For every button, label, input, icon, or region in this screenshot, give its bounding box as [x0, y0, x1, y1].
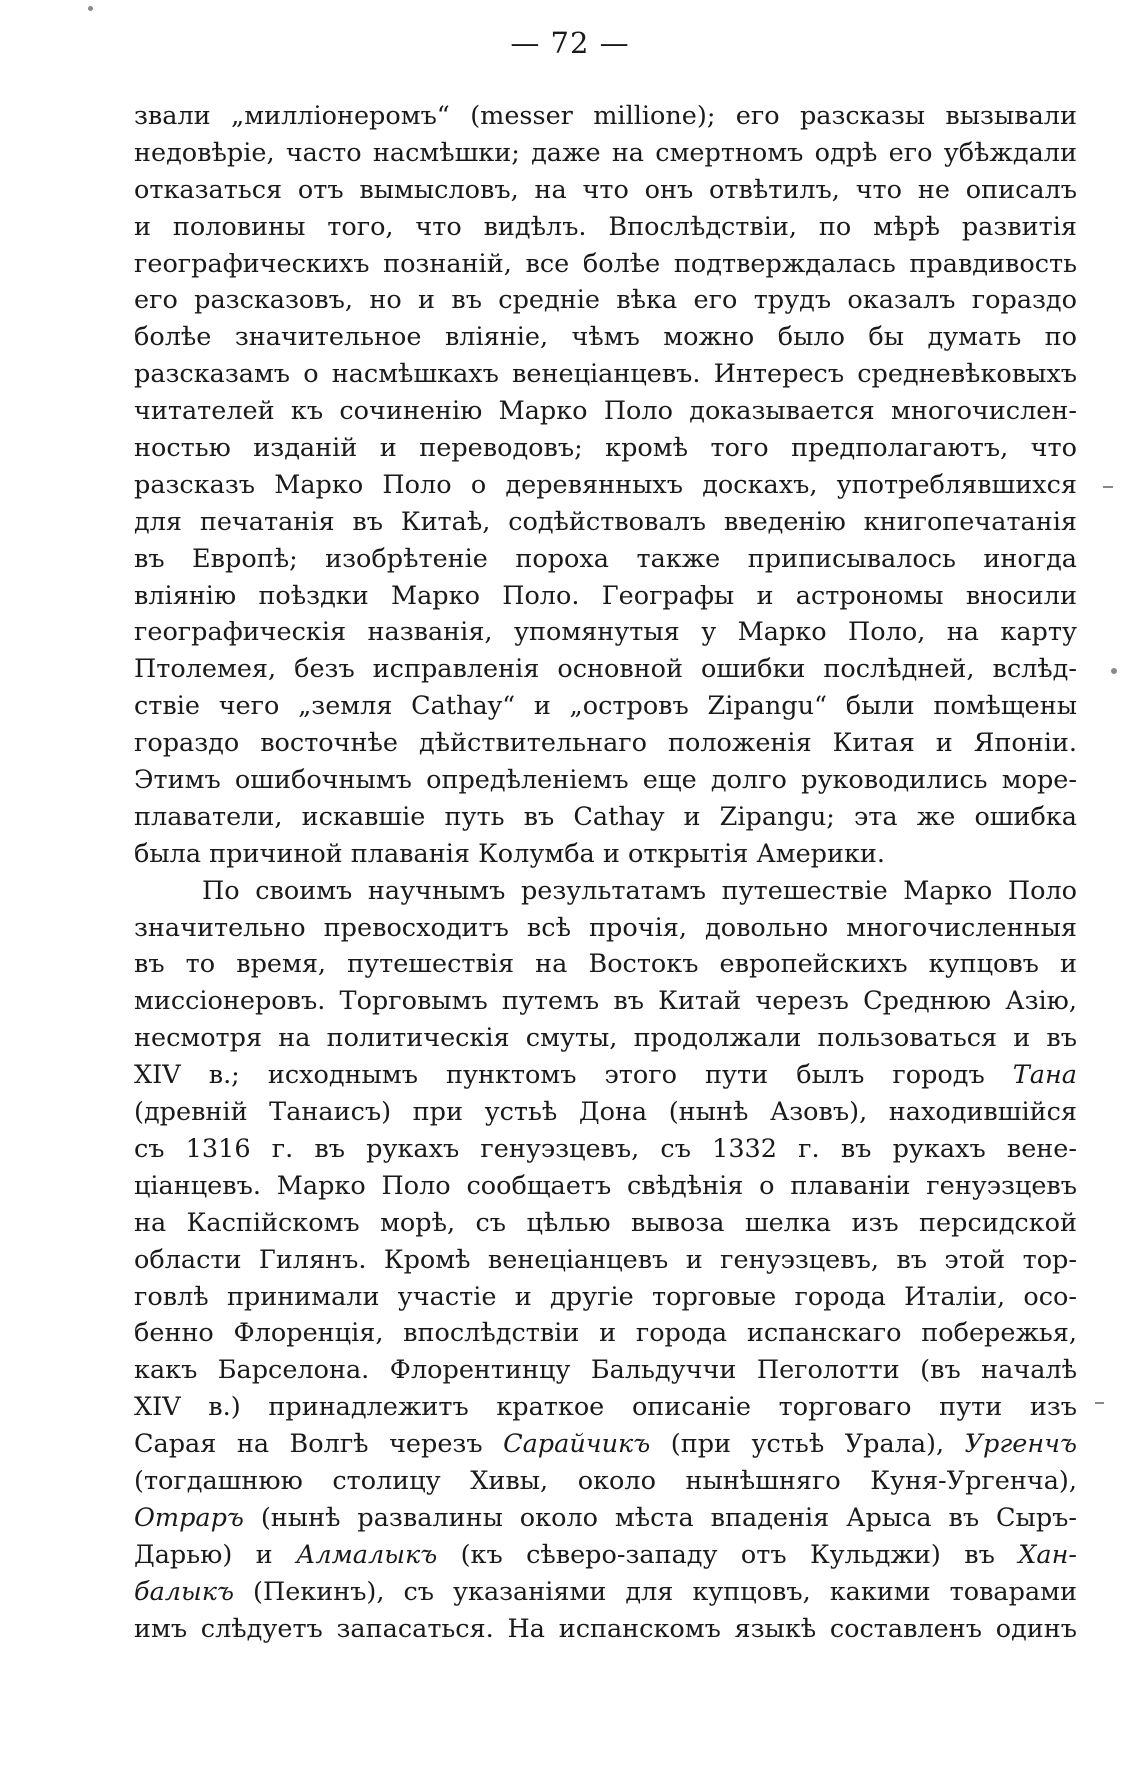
- line-text: (къ сѣверо-западу отъ Кульджи) въ: [437, 1539, 1019, 1570]
- text-line: звали „милліонеромъ“ (messer millione); его разсказы вызывали: [134, 101, 1077, 131]
- text-line: для печатанія въ Китаѣ, содѣйствовалъ введенію книгопечатанія: [134, 506, 1077, 537]
- text-line: [134, 1426, 1077, 1463]
- text-line: Этимъ ошибочнымъ опредѣленіемъ еще долго руководились море-: [134, 765, 1077, 796]
- text-line: болѣе значительное вліяніе, чѣмъ можно было бы думать по: [134, 322, 1077, 353]
- text-line: области Гилянъ. Кромѣ венеціанцевъ и генуэзцевъ, въ этой тор-: [134, 1244, 1077, 1275]
- place-name-almalyk: Алмалыкъ: [296, 1539, 438, 1570]
- line-text: Дарью) и: [134, 1539, 297, 1570]
- margin-dash-mark: [1103, 486, 1113, 488]
- text-line: [134, 1574, 1077, 1611]
- speck-mark: [88, 6, 93, 11]
- place-name-khanbalyk: балыкъ: [134, 1576, 234, 1607]
- text-line: плаватели, искавшіе путь въ Cathay и Zipangu; эта же ошибка: [134, 801, 1077, 832]
- text-line: на Каспійскомъ морѣ, съ цѣлью вывоза шелка изъ персидской: [134, 1207, 1077, 1238]
- text-line: разсказамъ о насмѣшкахъ венеціанцевъ. Интересъ средневѣковыхъ: [134, 359, 1077, 390]
- text-line: географическія названія, упомянутыя у Марко Поло, на карту: [134, 617, 1077, 648]
- text-line: XIV в.) принадлежитъ краткое описаніе торговаго пути изъ: [134, 1392, 1077, 1423]
- line-text: (при устьѣ Урала),: [650, 1429, 965, 1460]
- place-name-urgench: Ургенчъ: [964, 1429, 1077, 1460]
- place-name-saraichik: Сарайчикъ: [503, 1429, 651, 1460]
- text-line: (древній Танаисъ) при устьѣ Дона (нынѣ Азовъ), находившійся: [134, 1097, 1077, 1128]
- line-text: (Пекинъ), съ указаніями для купцовъ, какими товарами: [234, 1576, 1077, 1607]
- text-line: въ то время, путешествія на Востокъ европейскихъ купцовъ и: [134, 949, 1077, 980]
- paragraph-end-line: была причиной плаванія Колумба и открытія Америки.: [134, 838, 886, 869]
- text-line: Птолемея, безъ исправленія основной ошибки послѣдней, вслѣд-: [134, 654, 1077, 685]
- text-line: [134, 1537, 1077, 1574]
- margin-dot-mark: [1111, 668, 1117, 674]
- text-line: его разсказовъ, но и въ средніе вѣка его трудъ оказалъ гораздо: [134, 285, 1077, 316]
- place-name-khanbalyk: Хан-: [1018, 1539, 1077, 1570]
- text-line: имъ слѣдуетъ запасаться. На испанскомъ языкѣ составленъ одинъ: [134, 1613, 1077, 1644]
- text-line: географическихъ познаній, все болѣе подтверждалась правдивость: [134, 248, 1077, 279]
- place-name-tana: Тана: [1012, 1060, 1077, 1091]
- text-line: миссіонеровъ. Торговымъ путемъ въ Китай черезъ Среднюю Азію,: [134, 986, 1077, 1017]
- text-line: вліянію поѣздки Марко Поло. Географы и астрономы вносили: [134, 580, 1077, 611]
- page-number: — 72 —: [510, 26, 630, 60]
- place-name-otrar: Отраръ: [134, 1502, 244, 1533]
- text-line: ціанцевъ. Марко Поло сообщаетъ свѣдѣнія о плаваніи генуэзцевъ: [134, 1170, 1077, 1201]
- text-line: гораздо восточнѣе дѣйствительнаго положенія Китая и Японіи.: [134, 728, 1077, 759]
- text-line: недовѣріе, часто насмѣшки; даже на смертномъ одрѣ его убѣждали: [134, 137, 1077, 168]
- text-line: [134, 1500, 1077, 1537]
- text-line: (тогдашнюю столицу Хивы, около нынѣшняго Куня-Ургенча),: [134, 1465, 1077, 1496]
- text-line: значительно превосходитъ всѣ прочія, довольно многочисленныя: [134, 912, 1077, 943]
- text-line: несмотря на политическія смуты, продолжали пользоваться и въ: [134, 1023, 1077, 1054]
- text-line: отказаться отъ вымысловъ, на что онъ отвѣтилъ, что не описалъ: [134, 174, 1077, 205]
- text-line: ностью изданій и переводовъ; кромѣ того предполагаютъ, что: [134, 433, 1077, 464]
- text-line: [134, 1057, 1077, 1094]
- text-line: разсказъ Марко Поло о деревянныхъ доскахъ, употреблявшихся: [134, 469, 1077, 500]
- text-line: бенно Флоренція, впослѣдствіи и города испанскаго побережья,: [134, 1318, 1077, 1349]
- text-line: ствіе чего „земля Cathay“ и „островъ Zipangu“ были помѣщены: [134, 691, 1077, 722]
- text-line: говлѣ принимали участіе и другіе торговые города Италіи, осо-: [134, 1281, 1077, 1312]
- line-text: XIV в.; исходнымъ пунктомъ этого пути былъ городъ: [134, 1060, 1013, 1091]
- paragraph-start-line: По своимъ научнымъ результатамъ путешествіе Марко Поло: [202, 875, 1077, 906]
- text-line: въ Европѣ; изобрѣтеніе пороха также приписывалось иногда: [134, 543, 1077, 574]
- text-line: и половины того, что видѣлъ. Впослѣдствіи, по мѣрѣ развитія: [134, 211, 1077, 242]
- text-line: съ 1316 г. въ рукахъ генуэзцевъ, съ 1332 г. въ рукахъ вене-: [134, 1133, 1077, 1164]
- margin-dash-mark: [1095, 1402, 1104, 1404]
- text-body: [134, 98, 1077, 1647]
- line-text: (нынѣ развалины около мѣста впаденія Арыса въ Сыръ-: [243, 1502, 1077, 1533]
- text-line: какъ Барселона. Флорентинцу Бальдуччи Пеголотти (въ началѣ: [134, 1355, 1077, 1386]
- line-text: Сарая на Волгѣ черезъ: [134, 1429, 504, 1460]
- text-line: читателей къ сочиненію Марко Поло доказывается многочислен-: [134, 396, 1077, 427]
